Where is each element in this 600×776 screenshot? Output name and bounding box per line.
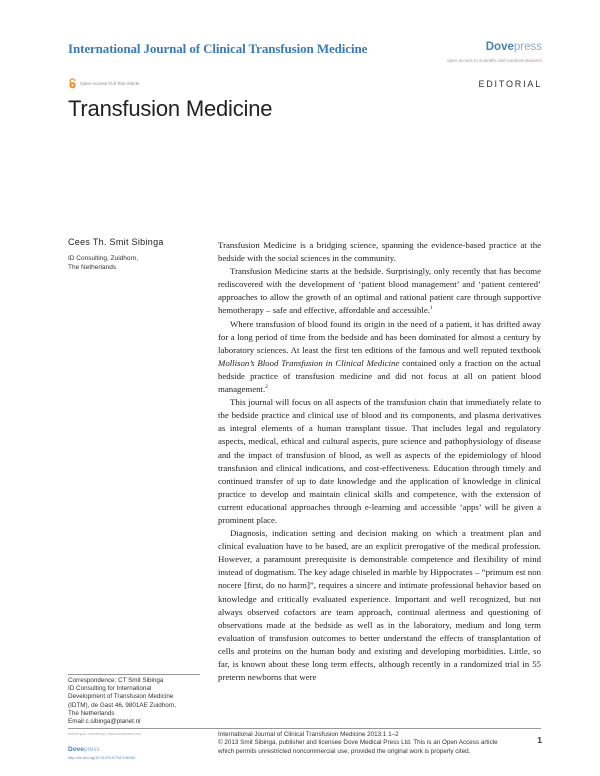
dovepress-logo[interactable]	[486, 41, 542, 53]
publisher-tagline: open access to scientific and medical research	[447, 58, 542, 63]
reference-link[interactable]: 1	[429, 305, 433, 312]
paragraph: Transfusion Medicine is a bridging science, spanning the evidence-based practice at the bedside with the social sciences in the community.	[218, 240, 541, 264]
paragraph: Transfusion Medicine starts at the bedside. Surprisingly, only recently that has become rediscovered with the development of ‘patient blood management’ and ‘patient centered’ approaches to allow the growth of an optimal and rational patient care through supportive hemotherapy – safe and effective, affordable and accessible.$^1$	[218, 266, 541, 316]
footer-citation	[218, 731, 528, 756]
correspondence-line: ID Consulting for International	[68, 685, 152, 693]
book-title: Mollison’s Blood Transfusion in Clinical Medicine	[218, 357, 400, 368]
correspondence-line: The Netherlands	[68, 709, 115, 717]
logo-press: press	[83, 746, 100, 753]
correspondence-line: (IDTM), de Gast 46, 9801AE Zuidhorn,	[68, 701, 177, 709]
logo-press: press	[513, 41, 542, 53]
open-access-label: Open Access Full Text Article	[80, 81, 140, 86]
article-title: Transfusion Medicine	[68, 96, 273, 121]
affiliation-line: ID Consulting, Zuidhorn,	[68, 255, 139, 262]
paragraph: Where transfusion of blood found its origin in the need of a patient, it has drifted away for a long period of time from the bedside and has been dominated for almost a century by laboratory sciences. At least the first ten editions of the famous and well reputed textbook Mollison’s Blood Transfusion in Clinical Medicine contained only a fraction on the actual bedside practice of transfusion medicine and did not focus at all on patient blood management.$^2$	[218, 318, 542, 395]
open-access-badge	[68, 78, 139, 89]
correspondence-block	[68, 677, 208, 726]
correspondence-email[interactable]: Email c.sibinga@planet.nl	[68, 718, 141, 726]
author-name: Cees Th. Smit Sibinga	[68, 237, 164, 247]
license-line: © 2013 Smit Sibinga, publisher and licensee Dove Medical Press Ltd. This is an Open Access article	[218, 739, 498, 747]
divider	[68, 674, 200, 675]
footer-dovepress-logo[interactable]	[68, 746, 208, 753]
submit-manuscript-link[interactable]: submit your manuscript | www.dovepress.com	[68, 732, 142, 736]
paragraph: This journal will focus on all aspects of the transfusion chain that immediately relate to the bedside practice and clinical use of blood and its components, and plasma derivatives as integral elements of a human transplant tissue. That includes legal and regulatory aspects, medical, ethical and cultural aspects, pure science and pathophysiology of disease and the impact of transfusion of blood, as well as aspects of the epidemiology of blood transfusion and clinical indications, and cost-effectiveness. Education through timely and continued transfer of up to date knowledge and the application of knowledge in clinical practice to develop and maintain clinical skills and competence, with the extension of current educational approaches through e-learning and accessible ‘apps’ will be given a prominent place.	[218, 397, 541, 525]
correspondence-line: Correspondence: CT Smit Sibinga	[68, 677, 164, 684]
correspondence-line: Development of Transfusion Medicine	[68, 693, 174, 701]
doi-line	[68, 756, 208, 760]
author-block	[68, 237, 208, 272]
reference-link[interactable]: 2	[265, 384, 268, 391]
footer-divider	[68, 728, 541, 729]
doi-link[interactable]: http://dx.doi.org/10.2147/IJCTM.S46150	[68, 756, 136, 760]
logo-dove: Dove	[485, 41, 514, 53]
page-number: 1	[537, 735, 542, 745]
affiliation-line: The Netherlands	[68, 264, 117, 271]
license-line: which permits unrestricted noncommercial use, provided the original work is properly cited.	[218, 747, 471, 755]
footer-left	[68, 732, 208, 760]
paragraph: Diagnosis, indication setting and decision making on which a treatment plan and clinical evaluation have to be based, are an explicit prerogative of the medical profession. However, a paramount prerequisite is demonstrable competence and flexibility of mind instead of dogmatism. The key adage chiseled in marble by Hippocrates – “primum est non nocere [first, do no harm]”, requires a sincere and intimate professional behavior based on knowledge and critically evaluated experience. Important and well recognized, but not always observed cofactors are team approach, continual alertness and questioning of observations made at the bedside as well as in the laboratory, medium and long term evaluation of transfusion outcomes to better understand the effects of transplantation of cells and proteins on the human body and existing and developing morbidities. Little, so far, is known about these long term effects, although recently in a randomized trial in 55 preterm newborns that were	[218, 528, 541, 683]
article-type: EDITORIAL	[478, 79, 542, 89]
article-body	[218, 239, 541, 684]
citation-line: International Journal of Clinical Transfusion Medicine 2013:1 1–2	[218, 731, 399, 738]
open-lock-icon	[68, 78, 77, 89]
logo-dove: Dove	[68, 746, 84, 753]
journal-title[interactable]: International Journal of Clinical Transfusion Medicine	[68, 41, 368, 56]
